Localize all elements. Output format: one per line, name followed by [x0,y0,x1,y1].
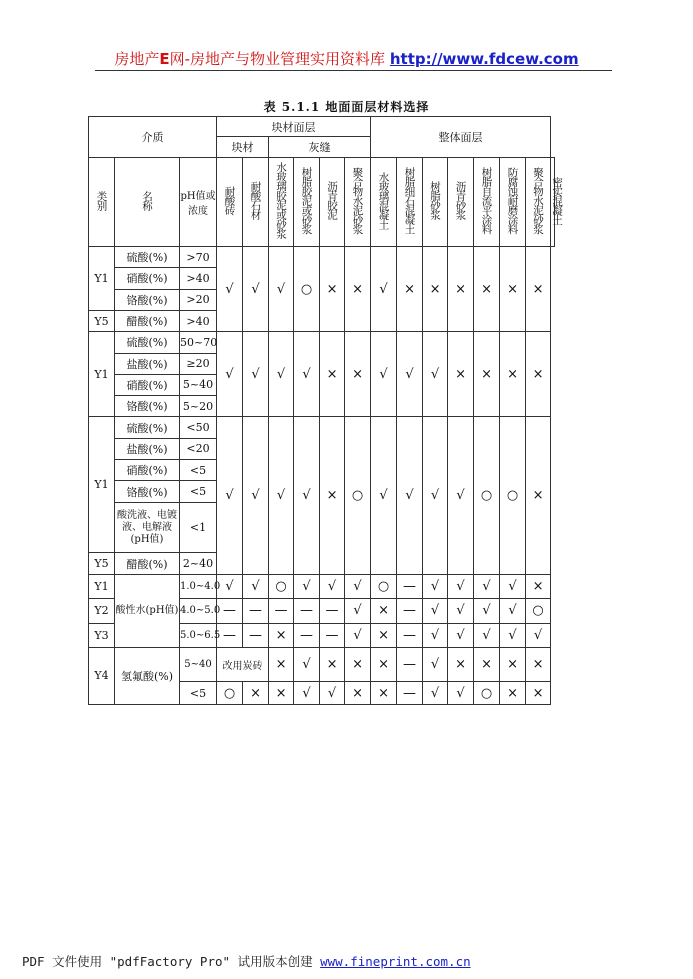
mark-cell: √ [294,574,320,598]
mark-cell: × [474,332,500,417]
header-block-layer: 块材面层 [217,117,371,137]
mark-cell: √ [243,417,269,574]
mark-cell: √ [448,682,474,705]
medium-value: >40 [180,310,217,331]
medium-value: 50~70 [180,332,217,353]
mark-cell: ○ [294,246,320,331]
header-part3: 网-房地产与物业管理实用资料库 [169,50,386,68]
mark-cell: — [397,574,423,598]
mark-cell: × [448,246,474,331]
mark-cell: × [500,647,526,682]
header-part1: 房地产 [114,50,160,68]
mark-cell: × [474,246,500,331]
mark-cell: × [448,647,474,682]
note-cell: 改用炭砖 [217,647,269,682]
table-caption: 表 5.1.1 地面面层材料选择 [263,100,430,114]
medium-value: <50 [180,417,217,438]
mark-cell: √ [423,417,448,574]
mark-cell: √ [423,599,448,623]
mark-cell: √ [345,599,371,623]
material-header-11: 树脂自流平涂料 [474,157,500,246]
mark-cell: × [269,623,294,647]
mark-cell: √ [243,246,269,331]
medium-name: 铬酸(%) [115,396,180,417]
medium-value: 5~40 [180,647,217,682]
mark-cell: √ [269,417,294,574]
mark-cell: × [474,647,500,682]
medium-name: 硫酸(%) [115,246,180,267]
mark-cell: √ [345,574,371,598]
mark-cell: × [526,647,551,682]
mark-cell: × [320,246,345,331]
mark-cell: √ [294,332,320,417]
mark-cell: ○ [500,417,526,574]
footer-text: PDF 文件使用 "pdfFactory Pro" 试用版本创建 [22,954,313,969]
medium-name: 盐酸(%) [115,353,180,374]
medium-value: 1.0~4.0 [180,574,217,598]
category-cell: Y3 [89,623,115,647]
mark-cell: √ [217,574,243,598]
mark-cell: √ [294,417,320,574]
mark-cell: ○ [217,682,243,705]
mark-cell: √ [243,332,269,417]
table-row [89,117,555,137]
medium-name: 铬酸(%) [115,289,180,310]
category-cell: Y1 [89,246,115,310]
header-divider [95,70,612,71]
mark-cell: √ [217,246,243,331]
mark-cell: √ [269,332,294,417]
medium-value: <5 [180,460,217,481]
mark-cell: √ [423,574,448,598]
medium-name: 硫酸(%) [115,417,180,438]
mark-cell: — [397,647,423,682]
category-cell: Y5 [89,310,115,331]
site-header [0,48,693,69]
header-joint: 灰缝 [269,137,371,157]
material-header-4: 树脂胶泥或砂浆 [294,157,320,246]
mark-cell: — [320,599,345,623]
medium-value: ≥20 [180,353,217,374]
mark-cell: × [526,332,551,417]
mark-cell: √ [269,246,294,331]
mark-cell: √ [423,682,448,705]
material-header-6: 聚合物水泥砂浆 [345,157,371,246]
mark-cell: — [397,623,423,647]
medium-value: 2~40 [180,553,217,574]
medium-name: 盐酸(%) [115,438,180,459]
mark-cell: × [500,246,526,331]
mark-cell: × [345,332,371,417]
medium-name: 硝酸(%) [115,374,180,395]
mark-cell: √ [397,332,423,417]
mark-cell: × [371,647,397,682]
category-cell: Y5 [89,553,115,574]
mark-cell: √ [448,599,474,623]
medium-value: >40 [180,268,217,289]
mark-cell: — [397,599,423,623]
header-block-material: 块材 [217,137,269,157]
mark-cell: √ [423,647,448,682]
category-cell: Y2 [89,599,115,623]
material-header-2: 耐酸石材 [243,157,269,246]
medium-value: >20 [180,289,217,310]
medium-name: 醋酸(%) [115,553,180,574]
mark-cell: — [243,599,269,623]
mark-cell: ○ [526,599,551,623]
medium-name: 硝酸(%) [115,268,180,289]
mark-cell: × [448,332,474,417]
category-cell: Y4 [89,647,115,704]
mark-cell: — [217,623,243,647]
mark-cell: √ [294,682,320,705]
medium-value: <20 [180,438,217,459]
table-row [89,574,555,598]
mark-cell: × [371,682,397,705]
table-row [89,417,555,438]
mark-cell: × [500,682,526,705]
material-header-14: 密实混凝土 [551,157,555,246]
mark-cell: √ [217,332,243,417]
mark-cell: — [294,623,320,647]
mark-cell: √ [423,623,448,647]
medium-value: 5~20 [180,396,217,417]
mark-cell: — [243,623,269,647]
header-name: 名称 [115,157,180,246]
mark-cell: × [371,599,397,623]
mark-cell: ○ [269,574,294,598]
mark-cell: √ [448,417,474,574]
mark-cell: × [320,647,345,682]
mark-cell: × [269,647,294,682]
mark-cell: √ [423,332,448,417]
mark-cell: × [423,246,448,331]
mark-cell: √ [345,623,371,647]
material-header-5: 沥青胶泥 [320,157,345,246]
medium-value: <1 [180,502,217,553]
header-category: 类别 [89,157,115,246]
medium-value: >70 [180,246,217,267]
mark-cell: × [500,332,526,417]
mark-cell: — [320,623,345,647]
mark-cell: — [294,599,320,623]
category-cell: Y1 [89,574,115,598]
mark-cell: √ [320,574,345,598]
mark-cell: √ [320,682,345,705]
table-row [89,332,555,353]
material-header-13: 聚合物水泥砂浆 [526,157,551,246]
mark-cell: × [371,623,397,647]
material-header-7: 水玻璃混凝土 [371,157,397,246]
mark-cell: ○ [474,682,500,705]
mark-cell: √ [371,246,397,331]
medium-name: 醋酸(%) [115,310,180,331]
mark-cell: √ [474,599,500,623]
mark-cell: × [320,332,345,417]
material-header-10: 沥青砂浆 [448,157,474,246]
material-selection-table [88,116,564,705]
mark-cell: × [526,417,551,574]
mark-cell: — [397,682,423,705]
footer-link[interactable]: www.fineprint.com.cn [320,954,471,969]
header-e: E [159,50,170,68]
category-cell: Y1 [89,332,115,417]
medium-value: <5 [180,481,217,502]
mark-cell: √ [500,623,526,647]
mark-cell: × [243,682,269,705]
mark-cell: √ [371,332,397,417]
mark-cell: √ [243,574,269,598]
mark-cell: √ [500,574,526,598]
mark-cell: ○ [474,417,500,574]
medium-value: 5.0~6.5 [180,623,217,647]
mark-cell: × [345,647,371,682]
pdf-footer [22,952,471,970]
medium-name: 酸性水(pH值) [115,574,180,647]
mark-cell: × [526,246,551,331]
header-url-link[interactable]: http://www.fdcew.com [389,50,579,68]
mark-cell: ○ [345,417,371,574]
mark-cell: — [269,599,294,623]
table-row [89,246,555,267]
mark-cell: × [320,417,345,574]
mark-cell: √ [474,574,500,598]
mark-cell: √ [294,647,320,682]
table-row [89,647,555,682]
mark-cell: × [526,574,551,598]
mark-cell: × [397,246,423,331]
mark-cell: √ [526,623,551,647]
category-cell: Y1 [89,417,115,553]
mark-cell: √ [397,417,423,574]
mark-cell: — [217,599,243,623]
material-header-9: 树脂砂浆 [423,157,448,246]
header-medium: 介质 [89,117,217,158]
material-header-1: 耐酸砖 [217,157,243,246]
medium-value: 4.0~5.0 [180,599,217,623]
mark-cell: × [345,682,371,705]
medium-value: 5~40 [180,374,217,395]
medium-name: 铬酸(%) [115,481,180,502]
mark-cell: √ [500,599,526,623]
mark-cell: ○ [371,574,397,598]
material-header-3: 水玻璃胶泥或砂浆 [269,157,294,246]
mark-cell: √ [448,623,474,647]
medium-value: <5 [180,682,217,705]
mark-cell: × [269,682,294,705]
material-header-12: 防腐蚀耐磨涂料 [500,157,526,246]
mark-cell: √ [474,623,500,647]
medium-name: 酸洗液、电镀液、电解液(pH值) [115,502,180,553]
medium-name: 氢氟酸(%) [115,647,180,704]
material-header-8: 树脂细石混凝土 [397,157,423,246]
mark-cell: √ [448,574,474,598]
table-row [89,157,555,246]
mark-cell: × [345,246,371,331]
mark-cell: × [526,682,551,705]
medium-name: 硫酸(%) [115,332,180,353]
header-integral-layer: 整体面层 [371,117,551,158]
mark-cell: √ [371,417,397,574]
mark-cell: √ [217,417,243,574]
header-ph: pH值或浓度 [180,157,217,246]
medium-name: 硝酸(%) [115,460,180,481]
